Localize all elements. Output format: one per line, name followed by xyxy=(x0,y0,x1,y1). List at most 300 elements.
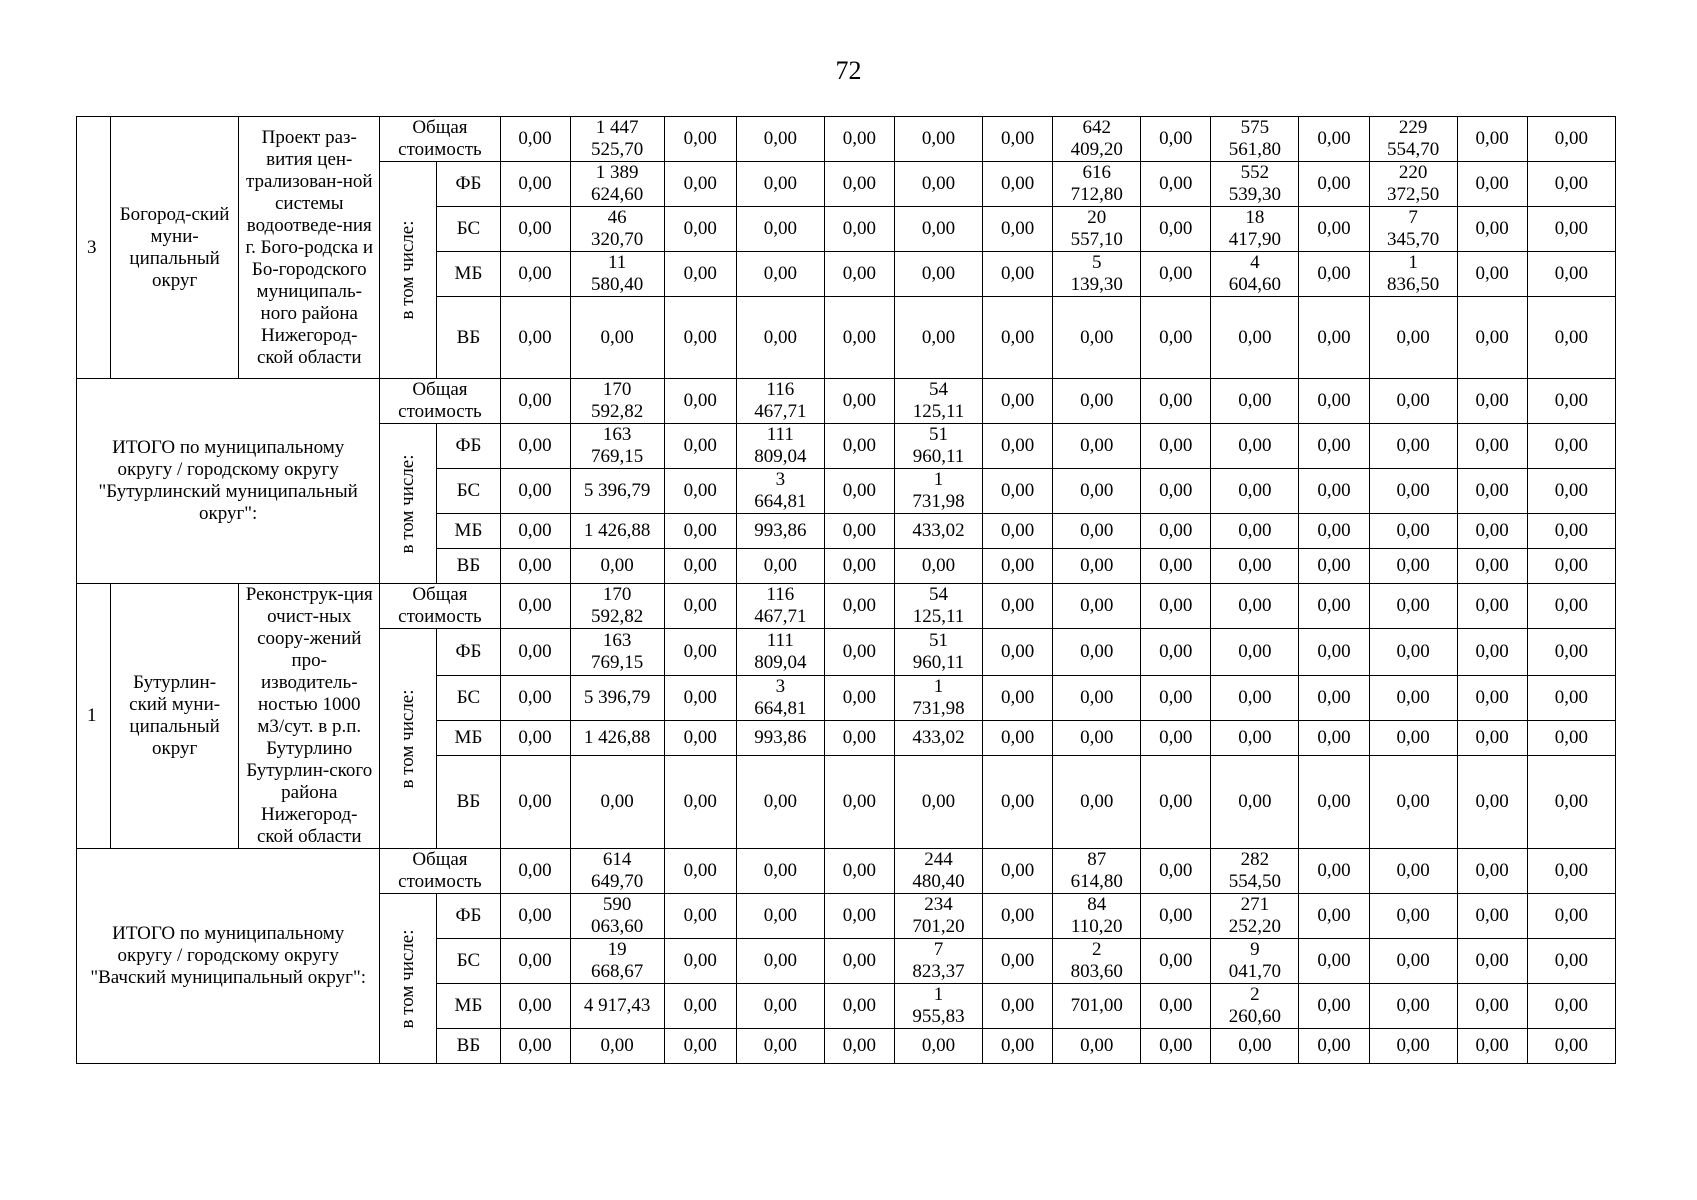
budget-source-label: ВБ xyxy=(437,549,500,584)
value-cell: 0,00 xyxy=(1457,939,1527,984)
value-cell: 0,00 xyxy=(664,252,736,297)
value-cell: 0,00 xyxy=(1527,162,1615,207)
value-cell: 0,00 xyxy=(1369,894,1457,939)
value-cell: 1 426,88 xyxy=(570,514,664,549)
value-cell: 0,00 xyxy=(1527,584,1615,629)
value-cell: 0,00 xyxy=(1141,756,1211,849)
value-cell: 575 561,80 xyxy=(1211,117,1299,162)
value-cell: 0,00 xyxy=(664,756,736,849)
value-cell: 0,00 xyxy=(1053,424,1141,469)
total-cost-label: Общая стоимость xyxy=(380,584,500,629)
value-cell: 0,00 xyxy=(1527,939,1615,984)
value-cell: 0,00 xyxy=(1457,629,1527,676)
budget-source-label: ВБ xyxy=(437,297,500,379)
value-cell: 0,00 xyxy=(1299,1029,1369,1064)
value-cell: 220 372,50 xyxy=(1369,162,1457,207)
value-cell: 0,00 xyxy=(824,117,894,162)
value-cell: 0,00 xyxy=(824,424,894,469)
value-cell: 0,00 xyxy=(736,984,824,1029)
value-cell: 433,02 xyxy=(894,721,982,756)
value-cell: 0,00 xyxy=(1211,1029,1299,1064)
value-cell: 0,00 xyxy=(1527,849,1615,894)
value-cell: 271 252,20 xyxy=(1211,894,1299,939)
value-cell: 614 649,70 xyxy=(570,849,664,894)
value-cell: 0,00 xyxy=(570,297,664,379)
value-cell: 0,00 xyxy=(1141,984,1211,1029)
value-cell: 0,00 xyxy=(1457,207,1527,252)
value-cell: 0,00 xyxy=(894,252,982,297)
total-label: ИТОГО по муниципальному округу / городскому округу "Вачский муниципальный округ": xyxy=(77,849,380,1064)
value-cell: 0,00 xyxy=(983,849,1053,894)
total-label: ИТОГО по муниципальному округу / городскому округу "Бутурлинский муниципальный округ": xyxy=(77,379,380,584)
value-cell: 0,00 xyxy=(1457,676,1527,721)
value-cell: 0,00 xyxy=(1527,469,1615,514)
value-cell: 0,00 xyxy=(1053,721,1141,756)
value-cell: 0,00 xyxy=(1141,252,1211,297)
budget-source-label: БС xyxy=(437,676,500,721)
value-cell: 0,00 xyxy=(664,1029,736,1064)
value-cell: 0,00 xyxy=(1457,514,1527,549)
municipality-name: Богород-ский муни-ципальный округ xyxy=(111,117,239,379)
value-cell: 0,00 xyxy=(1211,379,1299,424)
value-cell: 0,00 xyxy=(1299,117,1369,162)
budget-source-label: МБ xyxy=(437,514,500,549)
value-cell: 7 345,70 xyxy=(1369,207,1457,252)
value-cell: 234 701,20 xyxy=(894,894,982,939)
value-cell: 0,00 xyxy=(1527,756,1615,849)
value-cell: 0,00 xyxy=(1141,849,1211,894)
value-cell: 0,00 xyxy=(983,207,1053,252)
value-cell: 0,00 xyxy=(664,584,736,629)
value-cell: 0,00 xyxy=(1369,297,1457,379)
value-cell: 0,00 xyxy=(736,849,824,894)
value-cell: 0,00 xyxy=(1457,469,1527,514)
value-cell: 0,00 xyxy=(500,984,570,1029)
value-cell: 0,00 xyxy=(1527,207,1615,252)
value-cell: 51 960,11 xyxy=(894,424,982,469)
value-cell: 0,00 xyxy=(1211,629,1299,676)
value-cell: 0,00 xyxy=(1457,756,1527,849)
value-cell: 0,00 xyxy=(983,629,1053,676)
project-name: Проект раз-вития цен-трализован-ной системы водоотведе-ния г. Бого-родска и Бо-городского муниципаль-ного района Нижегород-ской области xyxy=(239,117,380,379)
value-cell: 11 580,40 xyxy=(570,252,664,297)
value-cell: 0,00 xyxy=(500,252,570,297)
value-cell: 0,00 xyxy=(983,984,1053,1029)
value-cell: 0,00 xyxy=(664,849,736,894)
value-cell: 84 110,20 xyxy=(1053,894,1141,939)
value-cell: 0,00 xyxy=(1211,549,1299,584)
value-cell: 0,00 xyxy=(1369,584,1457,629)
value-cell: 0,00 xyxy=(1457,721,1527,756)
value-cell: 46 320,70 xyxy=(570,207,664,252)
value-cell: 0,00 xyxy=(1527,379,1615,424)
value-cell: 0,00 xyxy=(664,469,736,514)
value-cell: 0,00 xyxy=(1299,756,1369,849)
value-cell: 18 417,90 xyxy=(1211,207,1299,252)
value-cell: 993,86 xyxy=(736,514,824,549)
value-cell: 0,00 xyxy=(1369,549,1457,584)
including-label-cell xyxy=(380,894,437,1064)
value-cell: 0,00 xyxy=(500,676,570,721)
value-cell: 0,00 xyxy=(500,514,570,549)
budget-table xyxy=(76,116,1616,1064)
value-cell: 9 041,70 xyxy=(1211,939,1299,984)
including-label: в том числе: xyxy=(397,453,419,554)
value-cell: 0,00 xyxy=(1211,721,1299,756)
value-cell: 116 467,71 xyxy=(736,379,824,424)
value-cell: 0,00 xyxy=(1299,162,1369,207)
table-row xyxy=(77,584,1616,629)
value-cell: 0,00 xyxy=(500,424,570,469)
value-cell: 170 592,82 xyxy=(570,584,664,629)
value-cell: 0,00 xyxy=(1141,207,1211,252)
value-cell: 0,00 xyxy=(500,117,570,162)
value-cell: 0,00 xyxy=(894,549,982,584)
value-cell: 0,00 xyxy=(894,207,982,252)
value-cell: 163 769,15 xyxy=(570,629,664,676)
value-cell: 0,00 xyxy=(1053,676,1141,721)
value-cell: 0,00 xyxy=(736,297,824,379)
value-cell: 0,00 xyxy=(824,379,894,424)
value-cell: 0,00 xyxy=(1141,1029,1211,1064)
budget-source-label: ФБ xyxy=(437,424,500,469)
value-cell: 0,00 xyxy=(1299,939,1369,984)
value-cell: 0,00 xyxy=(1457,584,1527,629)
value-cell: 0,00 xyxy=(983,894,1053,939)
value-cell: 0,00 xyxy=(1053,379,1141,424)
value-cell: 0,00 xyxy=(894,162,982,207)
value-cell: 0,00 xyxy=(664,117,736,162)
value-cell: 0,00 xyxy=(1141,721,1211,756)
value-cell: 3 664,81 xyxy=(736,676,824,721)
value-cell: 0,00 xyxy=(1211,424,1299,469)
value-cell: 0,00 xyxy=(1141,514,1211,549)
value-cell: 0,00 xyxy=(1527,424,1615,469)
value-cell: 170 592,82 xyxy=(570,379,664,424)
value-cell: 0,00 xyxy=(1527,721,1615,756)
value-cell: 0,00 xyxy=(824,894,894,939)
value-cell: 1 731,98 xyxy=(894,469,982,514)
value-cell: 0,00 xyxy=(736,1029,824,1064)
value-cell: 0,00 xyxy=(983,676,1053,721)
value-cell: 5 396,79 xyxy=(570,676,664,721)
value-cell: 3 664,81 xyxy=(736,469,824,514)
value-cell: 0,00 xyxy=(1457,424,1527,469)
value-cell: 0,00 xyxy=(983,756,1053,849)
budget-source-label: ФБ xyxy=(437,162,500,207)
value-cell: 0,00 xyxy=(664,676,736,721)
value-cell: 19 668,67 xyxy=(570,939,664,984)
value-cell: 0,00 xyxy=(1299,424,1369,469)
value-cell: 2 260,60 xyxy=(1211,984,1299,1029)
value-cell: 0,00 xyxy=(824,207,894,252)
value-cell: 0,00 xyxy=(1053,514,1141,549)
value-cell: 54 125,11 xyxy=(894,379,982,424)
value-cell: 0,00 xyxy=(736,939,824,984)
value-cell: 111 809,04 xyxy=(736,424,824,469)
value-cell: 0,00 xyxy=(1527,117,1615,162)
value-cell: 0,00 xyxy=(983,424,1053,469)
value-cell: 0,00 xyxy=(824,1029,894,1064)
value-cell: 0,00 xyxy=(1053,629,1141,676)
value-cell: 0,00 xyxy=(1527,894,1615,939)
value-cell: 0,00 xyxy=(824,721,894,756)
value-cell: 0,00 xyxy=(983,721,1053,756)
value-cell: 0,00 xyxy=(736,549,824,584)
budget-source-label: МБ xyxy=(437,252,500,297)
value-cell: 0,00 xyxy=(1141,424,1211,469)
value-cell: 0,00 xyxy=(500,584,570,629)
value-cell: 0,00 xyxy=(1053,549,1141,584)
value-cell: 0,00 xyxy=(1457,894,1527,939)
row-number: 1 xyxy=(77,584,111,849)
value-cell: 0,00 xyxy=(500,629,570,676)
value-cell: 51 960,11 xyxy=(894,629,982,676)
value-cell: 0,00 xyxy=(1211,297,1299,379)
value-cell: 87 614,80 xyxy=(1053,849,1141,894)
value-cell: 0,00 xyxy=(1457,162,1527,207)
value-cell: 642 409,20 xyxy=(1053,117,1141,162)
value-cell: 0,00 xyxy=(1141,584,1211,629)
value-cell: 0,00 xyxy=(500,297,570,379)
value-cell: 0,00 xyxy=(1457,252,1527,297)
value-cell: 0,00 xyxy=(1299,514,1369,549)
value-cell: 0,00 xyxy=(1527,629,1615,676)
value-cell: 0,00 xyxy=(1369,1029,1457,1064)
value-cell: 0,00 xyxy=(1369,939,1457,984)
value-cell: 0,00 xyxy=(1369,469,1457,514)
value-cell: 0,00 xyxy=(1527,514,1615,549)
value-cell: 0,00 xyxy=(1141,297,1211,379)
value-cell: 0,00 xyxy=(983,252,1053,297)
value-cell: 229 554,70 xyxy=(1369,117,1457,162)
including-label: в том числе: xyxy=(397,928,419,1029)
value-cell: 0,00 xyxy=(1369,514,1457,549)
value-cell: 0,00 xyxy=(824,549,894,584)
budget-source-label: БС xyxy=(437,207,500,252)
including-label-cell xyxy=(380,424,437,584)
value-cell: 0,00 xyxy=(500,721,570,756)
value-cell: 0,00 xyxy=(1369,676,1457,721)
value-cell: 0,00 xyxy=(983,549,1053,584)
value-cell: 0,00 xyxy=(500,849,570,894)
value-cell: 0,00 xyxy=(1053,756,1141,849)
value-cell: 0,00 xyxy=(500,379,570,424)
value-cell: 0,00 xyxy=(736,207,824,252)
value-cell: 0,00 xyxy=(1527,676,1615,721)
budget-source-label: МБ xyxy=(437,721,500,756)
value-cell: 0,00 xyxy=(500,469,570,514)
value-cell: 590 063,60 xyxy=(570,894,664,939)
value-cell: 0,00 xyxy=(824,469,894,514)
value-cell: 0,00 xyxy=(736,162,824,207)
value-cell: 0,00 xyxy=(1457,297,1527,379)
value-cell: 0,00 xyxy=(500,207,570,252)
budget-source-label: БС xyxy=(437,939,500,984)
value-cell: 116 467,71 xyxy=(736,584,824,629)
value-cell: 0,00 xyxy=(1527,984,1615,1029)
table-row xyxy=(77,379,1616,424)
total-cost-label: Общая стоимость xyxy=(380,379,500,424)
value-cell: 0,00 xyxy=(1369,849,1457,894)
value-cell: 0,00 xyxy=(1299,676,1369,721)
value-cell: 0,00 xyxy=(664,721,736,756)
value-cell: 282 554,50 xyxy=(1211,849,1299,894)
value-cell: 111 809,04 xyxy=(736,629,824,676)
value-cell: 0,00 xyxy=(1141,549,1211,584)
value-cell: 0,00 xyxy=(1211,514,1299,549)
value-cell: 0,00 xyxy=(500,756,570,849)
value-cell: 0,00 xyxy=(664,894,736,939)
value-cell: 1 389 624,60 xyxy=(570,162,664,207)
page-number: 72 xyxy=(835,56,862,85)
value-cell: 0,00 xyxy=(500,549,570,584)
value-cell: 0,00 xyxy=(1299,549,1369,584)
value-cell: 0,00 xyxy=(1053,1029,1141,1064)
value-cell: 0,00 xyxy=(983,379,1053,424)
value-cell: 0,00 xyxy=(824,676,894,721)
value-cell: 0,00 xyxy=(1299,469,1369,514)
value-cell: 0,00 xyxy=(1527,549,1615,584)
value-cell: 0,00 xyxy=(1369,629,1457,676)
value-cell: 0,00 xyxy=(894,297,982,379)
budget-source-label: МБ xyxy=(437,984,500,1029)
value-cell: 0,00 xyxy=(1141,162,1211,207)
value-cell: 0,00 xyxy=(1527,297,1615,379)
value-cell: 0,00 xyxy=(664,297,736,379)
value-cell: 7 823,37 xyxy=(894,939,982,984)
value-cell: 0,00 xyxy=(1457,549,1527,584)
value-cell: 0,00 xyxy=(736,117,824,162)
budget-source-label: ВБ xyxy=(437,1029,500,1064)
row-number: 3 xyxy=(77,117,111,379)
value-cell: 1 447 525,70 xyxy=(570,117,664,162)
value-cell: 0,00 xyxy=(1527,252,1615,297)
value-cell: 0,00 xyxy=(500,1029,570,1064)
value-cell: 0,00 xyxy=(1369,379,1457,424)
value-cell: 20 557,10 xyxy=(1053,207,1141,252)
value-cell: 0,00 xyxy=(1053,469,1141,514)
value-cell: 0,00 xyxy=(983,117,1053,162)
table-row xyxy=(77,849,1616,894)
value-cell: 701,00 xyxy=(1053,984,1141,1029)
value-cell: 0,00 xyxy=(570,756,664,849)
value-cell: 1 731,98 xyxy=(894,676,982,721)
value-cell: 0,00 xyxy=(1211,584,1299,629)
value-cell: 0,00 xyxy=(894,117,982,162)
value-cell: 4 917,43 xyxy=(570,984,664,1029)
budget-source-label: ФБ xyxy=(437,894,500,939)
value-cell: 0,00 xyxy=(983,939,1053,984)
value-cell: 0,00 xyxy=(1141,676,1211,721)
value-cell: 0,00 xyxy=(1527,1029,1615,1064)
value-cell: 0,00 xyxy=(664,629,736,676)
value-cell: 0,00 xyxy=(664,514,736,549)
value-cell: 54 125,11 xyxy=(894,584,982,629)
value-cell: 0,00 xyxy=(500,162,570,207)
value-cell: 0,00 xyxy=(894,756,982,849)
value-cell: 0,00 xyxy=(1299,629,1369,676)
value-cell: 0,00 xyxy=(983,297,1053,379)
budget-source-label: БС xyxy=(437,469,500,514)
value-cell: 2 803,60 xyxy=(1053,939,1141,984)
value-cell: 0,00 xyxy=(736,252,824,297)
value-cell: 1 426,88 xyxy=(570,721,664,756)
value-cell: 0,00 xyxy=(1299,252,1369,297)
including-label: в том числе: xyxy=(397,220,419,320)
project-name: Реконструк-ция очист-ных соору-жений про-изводитель-ностью 1000 м3/сут. в р.п. Бутурлино Бутурлин-ского района Нижегород-ской области xyxy=(239,584,380,849)
value-cell: 0,00 xyxy=(1299,207,1369,252)
value-cell: 0,00 xyxy=(983,514,1053,549)
municipality-name: Бутурлин-ский муни-ципальный округ xyxy=(111,584,239,849)
value-cell: 0,00 xyxy=(824,514,894,549)
value-cell: 0,00 xyxy=(1211,469,1299,514)
value-cell: 0,00 xyxy=(500,939,570,984)
value-cell: 0,00 xyxy=(1299,379,1369,424)
value-cell: 0,00 xyxy=(824,584,894,629)
value-cell: 0,00 xyxy=(1141,894,1211,939)
value-cell: 0,00 xyxy=(1457,984,1527,1029)
value-cell: 0,00 xyxy=(894,1029,982,1064)
value-cell: 0,00 xyxy=(1299,584,1369,629)
value-cell: 0,00 xyxy=(664,379,736,424)
value-cell: 0,00 xyxy=(1457,849,1527,894)
value-cell: 0,00 xyxy=(824,849,894,894)
value-cell: 0,00 xyxy=(664,549,736,584)
value-cell: 0,00 xyxy=(824,297,894,379)
value-cell: 0,00 xyxy=(824,629,894,676)
value-cell: 993,86 xyxy=(736,721,824,756)
including-label-cell xyxy=(380,162,437,379)
value-cell: 0,00 xyxy=(1053,584,1141,629)
value-cell: 0,00 xyxy=(1053,297,1141,379)
value-cell: 0,00 xyxy=(983,162,1053,207)
value-cell: 0,00 xyxy=(736,756,824,849)
value-cell: 0,00 xyxy=(983,469,1053,514)
value-cell: 0,00 xyxy=(1299,984,1369,1029)
value-cell: 4 604,60 xyxy=(1211,252,1299,297)
value-cell: 0,00 xyxy=(824,984,894,1029)
including-label-cell xyxy=(380,629,437,849)
value-cell: 0,00 xyxy=(500,894,570,939)
value-cell: 0,00 xyxy=(1141,469,1211,514)
value-cell: 0,00 xyxy=(570,549,664,584)
value-cell: 0,00 xyxy=(1141,939,1211,984)
value-cell: 0,00 xyxy=(824,756,894,849)
value-cell: 5 396,79 xyxy=(570,469,664,514)
value-cell: 0,00 xyxy=(1141,629,1211,676)
value-cell: 0,00 xyxy=(664,424,736,469)
value-cell: 0,00 xyxy=(1299,849,1369,894)
value-cell: 0,00 xyxy=(1457,1029,1527,1064)
total-cost-label: Общая стоимость xyxy=(380,117,500,162)
value-cell: 433,02 xyxy=(894,514,982,549)
value-cell: 244 480,40 xyxy=(894,849,982,894)
including-label: в том числе: xyxy=(397,688,419,789)
value-cell: 0,00 xyxy=(1457,117,1527,162)
value-cell: 0,00 xyxy=(1457,379,1527,424)
value-cell: 0,00 xyxy=(570,1029,664,1064)
value-cell: 0,00 xyxy=(664,207,736,252)
budget-source-label: ФБ xyxy=(437,629,500,676)
value-cell: 0,00 xyxy=(1141,379,1211,424)
value-cell: 0,00 xyxy=(1299,297,1369,379)
value-cell: 0,00 xyxy=(664,984,736,1029)
value-cell: 1 836,50 xyxy=(1369,252,1457,297)
value-cell: 0,00 xyxy=(1299,721,1369,756)
value-cell: 0,00 xyxy=(736,894,824,939)
value-cell: 0,00 xyxy=(824,939,894,984)
